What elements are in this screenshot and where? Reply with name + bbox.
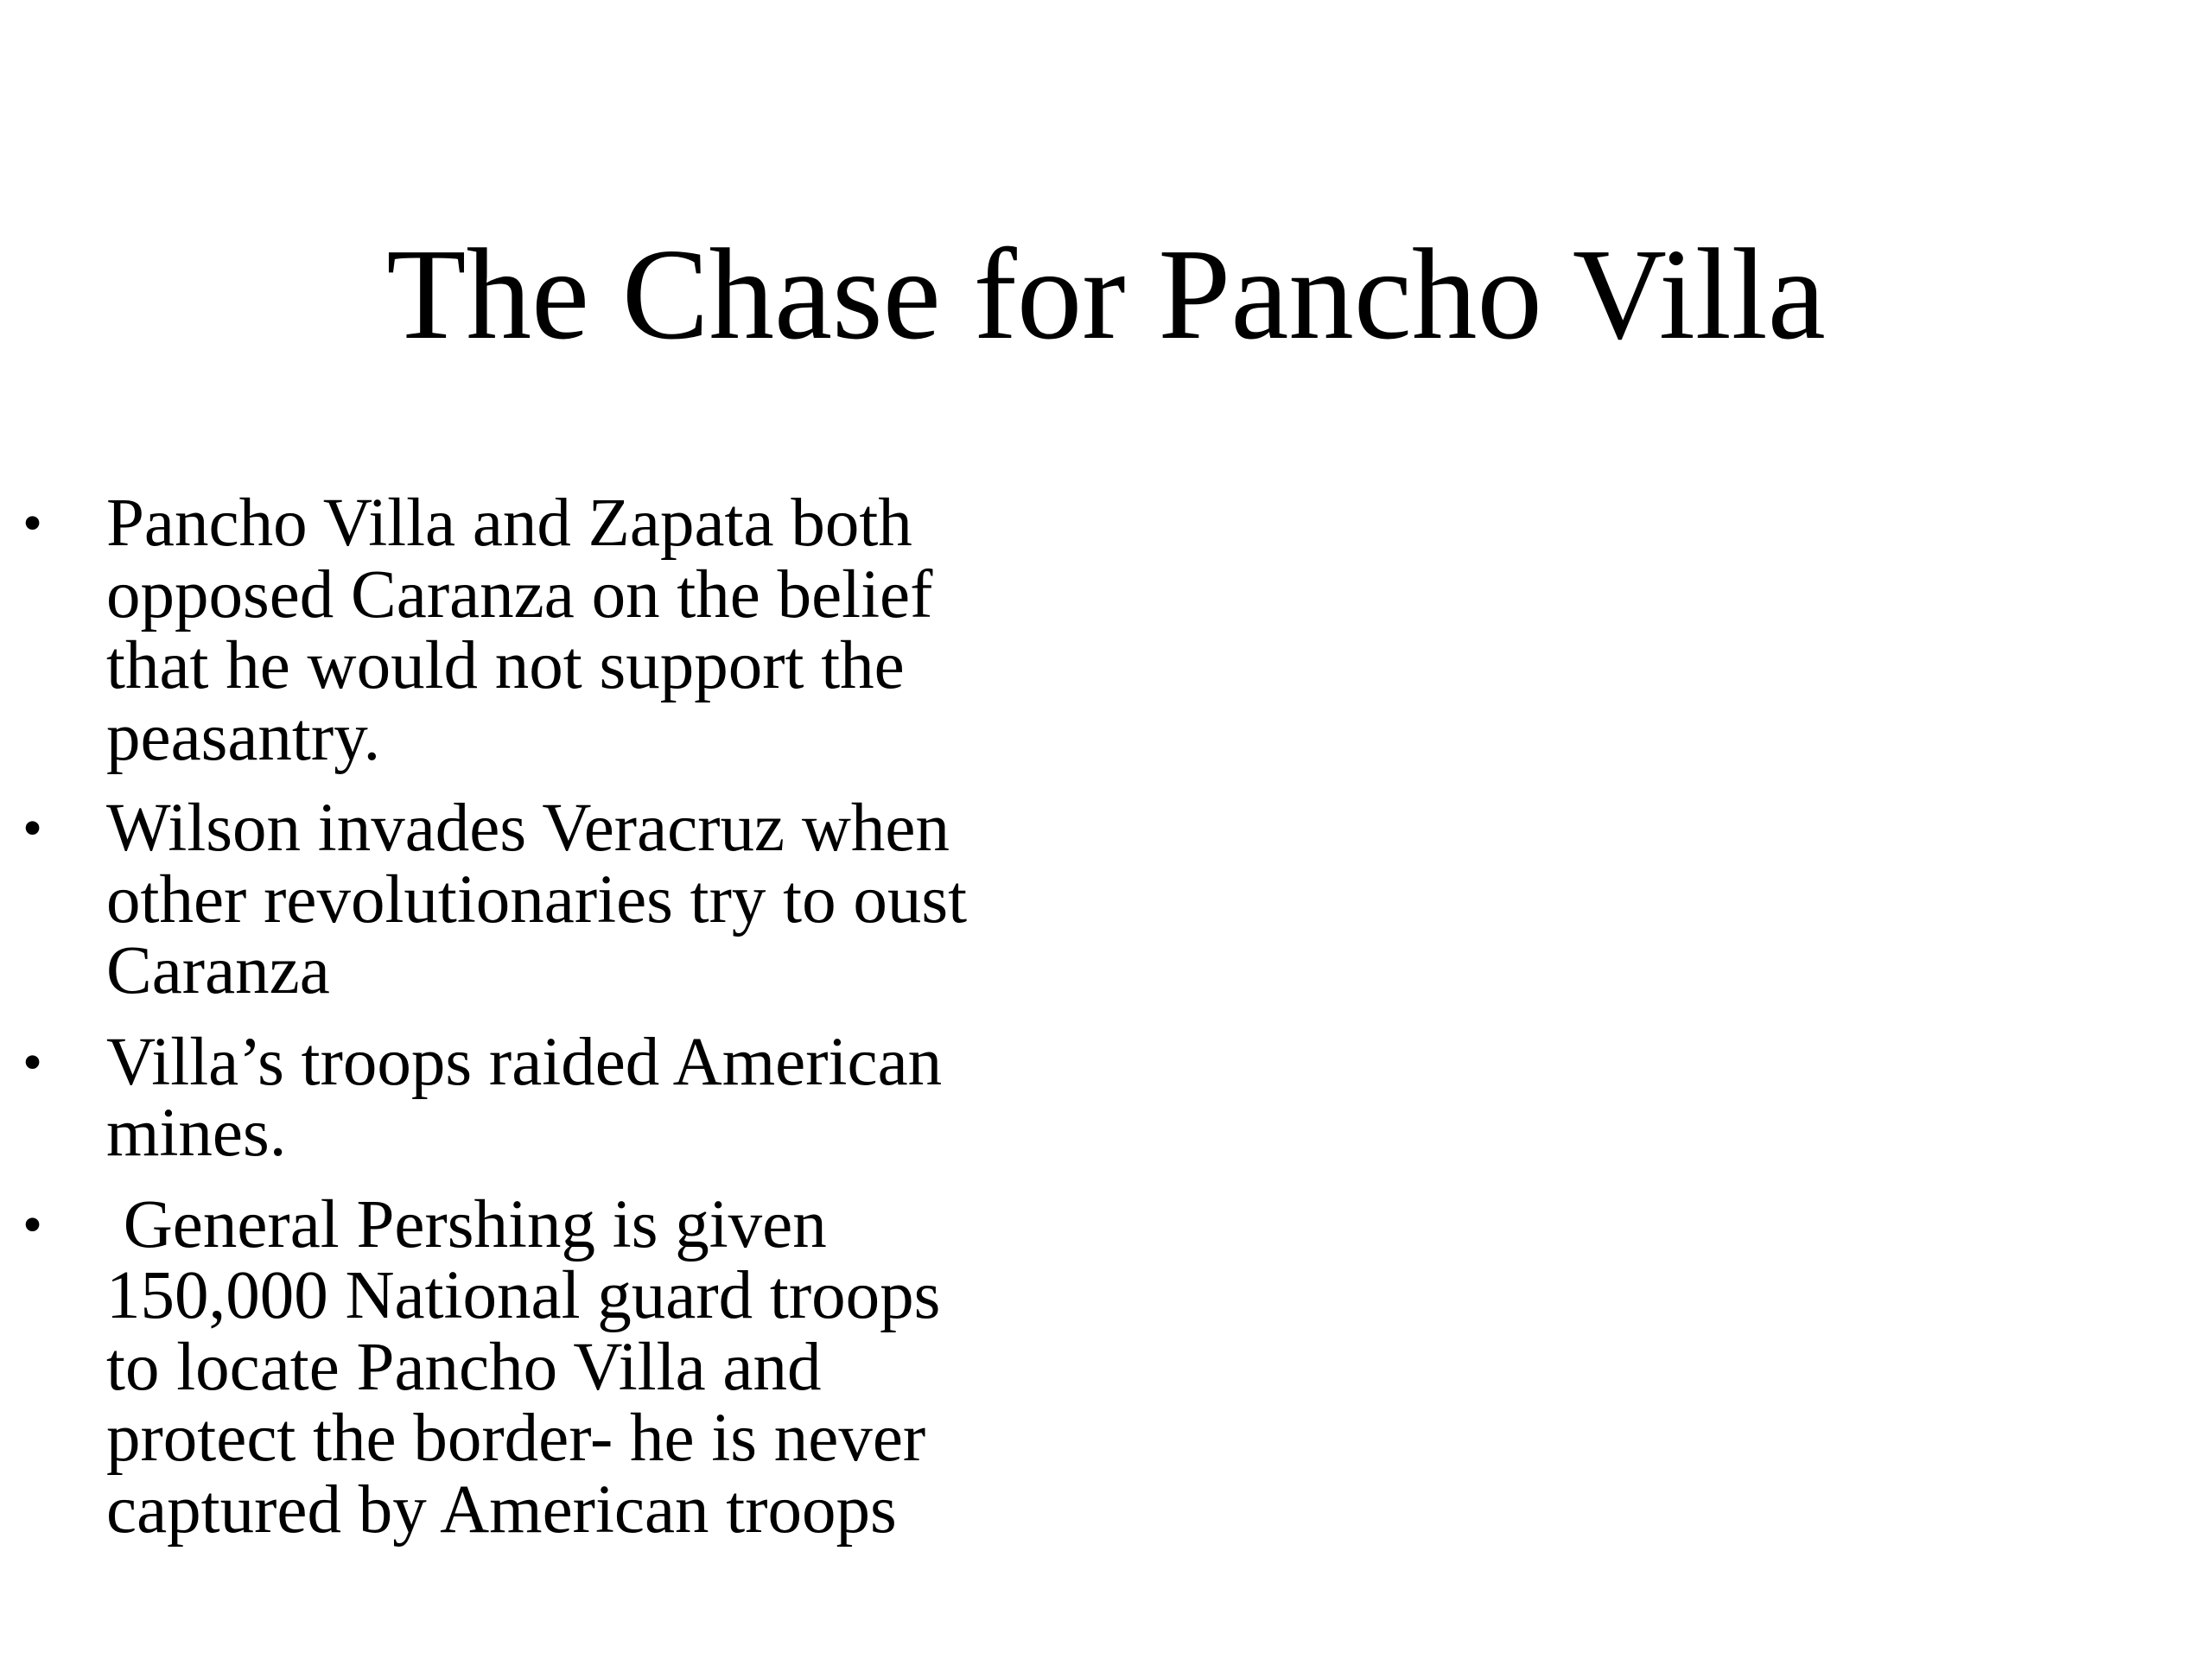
bullet-line: other revolutionaries try to oust: [106, 861, 968, 938]
slide-title: The Chase for Pancho Villa: [386, 221, 1826, 366]
bullet-item: [0, 1024, 1080, 1171]
bullet-icon: •: [22, 1030, 43, 1094]
bullet-line: 150,000 National guard troops: [106, 1258, 941, 1333]
bullet-icon: •: [22, 1192, 43, 1256]
bullet-icon: •: [22, 492, 43, 555]
bullet-line: that he would not support the: [106, 628, 905, 703]
bullet-line: Villa’s troops raided American: [106, 1024, 943, 1100]
bullet-line: Pancho Villa and Zapata both: [106, 486, 912, 561]
bullet-line: General Pershing is given: [106, 1186, 827, 1262]
bullet-line: Caranza: [106, 933, 330, 1008]
bullet-icon: •: [22, 797, 43, 860]
bullet-item: [0, 793, 1080, 1007]
bullet-item: [0, 1186, 1080, 1548]
bullet-line: to locate Pancho Villa and: [106, 1329, 822, 1405]
bullet-line: peasantry.: [106, 699, 381, 775]
bullet-line: protect the border- he is never: [106, 1401, 926, 1476]
bullet-line: Wilson invades Veracruz when: [106, 791, 950, 866]
bullet-line: opposed Caranza on the belief: [106, 556, 933, 632]
bullet-list: [0, 488, 1080, 1566]
bullet-item: [0, 488, 1080, 773]
bullet-line: captured by American troops: [106, 1471, 897, 1548]
bullet-line: mines.: [106, 1096, 287, 1171]
